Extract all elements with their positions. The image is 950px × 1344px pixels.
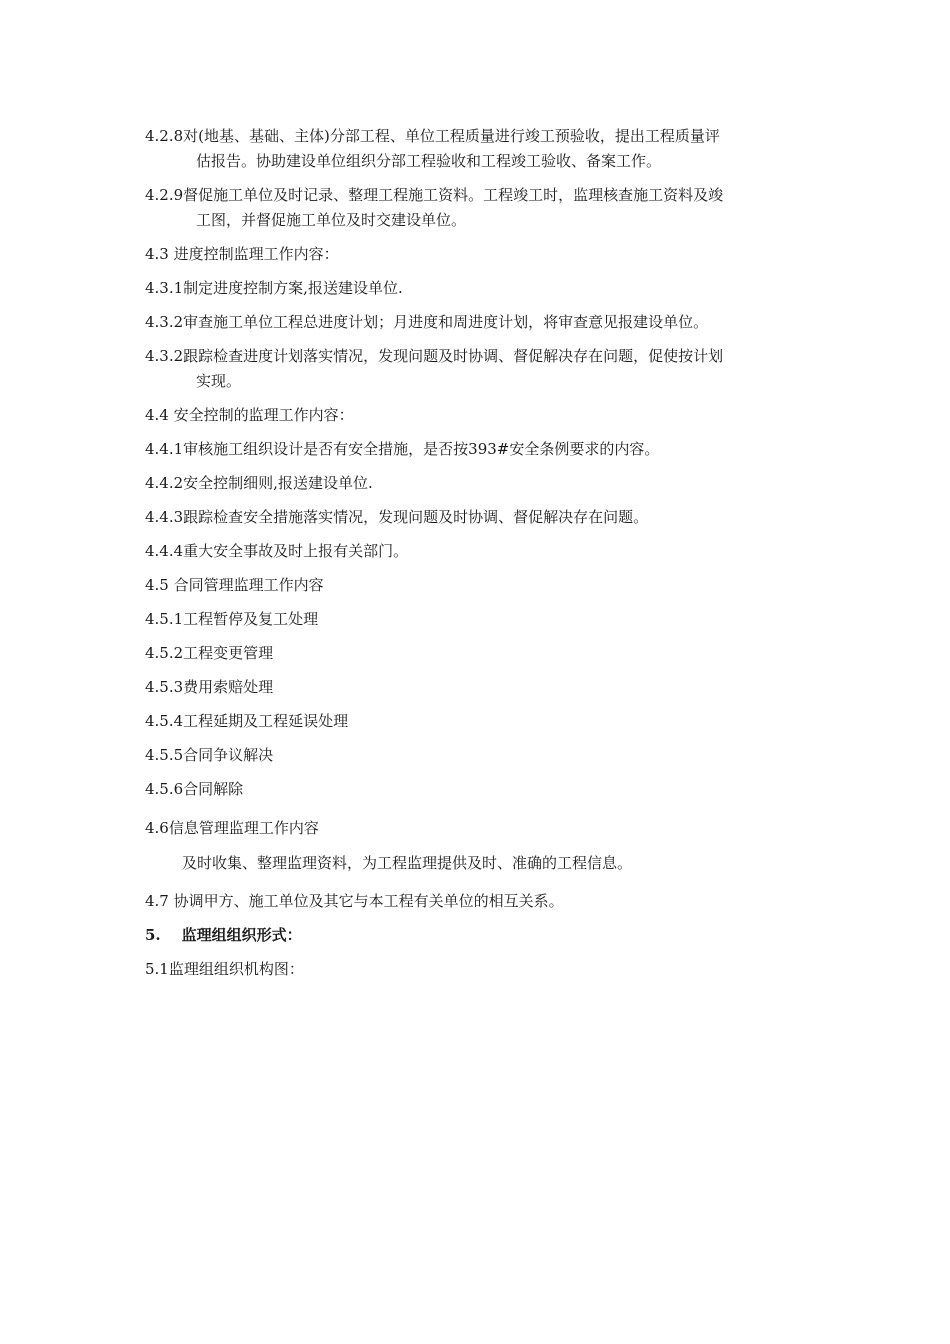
clause-4-5-3 bbox=[145, 675, 810, 700]
clause-continuation: 实现。 bbox=[196, 372, 242, 390]
clause-4-5-4 bbox=[145, 709, 810, 734]
clause-number: 4.5.3 bbox=[145, 678, 184, 696]
clause-number: 4.4.2 bbox=[145, 474, 184, 492]
clause-number: 4.5.2 bbox=[145, 644, 184, 662]
clause-text: 对(地基、基础、主体)分部工程、单位工程质量进行竣工预验收，提出工程质量评 bbox=[183, 127, 720, 145]
clause-text: 审查施工单位工程总进度计划；月进度和周进度计划，将审查意见报建设单位。 bbox=[183, 313, 709, 331]
section-5-heading bbox=[145, 923, 810, 948]
clause-number: 4.2.8 bbox=[145, 127, 184, 145]
clause-number: 4.7 bbox=[145, 892, 169, 910]
clause-number: 4.6 bbox=[145, 819, 169, 837]
clause-number: 4.5.5 bbox=[145, 746, 184, 764]
clause-text: 工程延期及工程延误处理 bbox=[183, 712, 349, 730]
section-4-5-heading bbox=[145, 573, 810, 598]
clause-text: 安全控制细则,报送建设单位. bbox=[183, 474, 373, 492]
clause-number: 4.4 bbox=[145, 406, 169, 424]
clause-text: 重大安全事故及时上报有关部门。 bbox=[183, 542, 409, 560]
clause-text: 制定进度控制方案,报送建设单位. bbox=[183, 279, 403, 297]
paragraph-text: 及时收集、整理监理资料，为工程监理提供及时、准确的工程信息。 bbox=[182, 854, 633, 872]
clause-text: 协调甲方、施工单位及其它与本工程有关单位的相互关系。 bbox=[173, 892, 564, 910]
clause-4-2-9 bbox=[145, 183, 810, 208]
clause-text: 安全控制的监理工作内容： bbox=[173, 406, 354, 424]
clause-text: 工程变更管理 bbox=[183, 644, 274, 662]
clause-text: 费用索赔处理 bbox=[183, 678, 274, 696]
section-4-4-heading bbox=[145, 403, 810, 428]
clause-text: 监理组组织机构图： bbox=[168, 960, 304, 978]
clause-4-3-2-b bbox=[145, 344, 810, 369]
clause-number: 4.5.1 bbox=[145, 610, 184, 628]
clause-number: 4.4.3 bbox=[145, 508, 184, 526]
clause-text: 进度控制监理工作内容： bbox=[173, 245, 339, 263]
clause-number: 4.2.9 bbox=[145, 186, 184, 204]
clause-text: 跟踪检查进度计划落实情况，发现问题及时协调、督促解决存在问题，促使按计划 bbox=[183, 347, 724, 365]
clause-4-3-2 bbox=[145, 310, 810, 335]
clause-number: 4.3.2 bbox=[145, 347, 184, 365]
clause-4-5-5 bbox=[145, 743, 810, 768]
clause-text: 监理组组织形式： bbox=[181, 926, 302, 944]
clause-4-4-2 bbox=[145, 471, 810, 496]
clause-continuation: 估报告。协助建设单位组织分部工程验收和工程竣工验收、备案工作。 bbox=[196, 152, 662, 170]
clause-4-4-3 bbox=[145, 505, 810, 530]
clause-4-3-1 bbox=[145, 276, 810, 301]
section-4-6-heading bbox=[145, 816, 810, 841]
clause-text: 跟踪检查安全措施落实情况，发现问题及时协调、督促解决存在问题。 bbox=[183, 508, 649, 526]
clause-4-5-2 bbox=[145, 641, 810, 666]
clause-number: 4.4.4 bbox=[145, 542, 184, 560]
clause-text: 合同争议解决 bbox=[183, 746, 274, 764]
clause-4-4-1 bbox=[145, 437, 810, 462]
clause-number: 4.5 bbox=[145, 576, 169, 594]
clause-4-5-6 bbox=[145, 777, 810, 802]
clause-number: 4.4.1 bbox=[145, 440, 184, 458]
clause-4-5-1 bbox=[145, 607, 810, 632]
clause-number: 5. bbox=[145, 926, 161, 944]
clause-text: 合同解除 bbox=[183, 780, 244, 798]
document-body bbox=[145, 124, 810, 982]
clause-number: 5.1 bbox=[145, 960, 169, 978]
clause-number: 4.5.4 bbox=[145, 712, 184, 730]
clause-number: 4.3.2 bbox=[145, 313, 184, 331]
clause-text: 督促施工单位及时记录、整理工程施工资料。工程竣工时，监理核查施工资料及竣 bbox=[183, 186, 724, 204]
clause-text: 审核施工组织设计是否有安全措施，是否按393#安全条例要求的内容。 bbox=[183, 440, 660, 458]
section-4-7-heading bbox=[145, 889, 810, 914]
clause-number: 4.3.1 bbox=[145, 279, 184, 297]
clause-5-1 bbox=[145, 957, 810, 982]
clause-4-4-4 bbox=[145, 539, 810, 564]
clause-text: 工程暂停及复工处理 bbox=[183, 610, 319, 628]
clause-text: 合同管理监理工作内容 bbox=[173, 576, 324, 594]
clause-text: 信息管理监理工作内容 bbox=[168, 819, 319, 837]
section-4-3-heading bbox=[145, 242, 810, 267]
clause-4-2-8 bbox=[145, 124, 810, 149]
clause-continuation: 工图，并督促施工单位及时交建设单位。 bbox=[196, 211, 467, 229]
clause-number: 4.3 bbox=[145, 245, 169, 263]
clause-number: 4.5.6 bbox=[145, 780, 184, 798]
